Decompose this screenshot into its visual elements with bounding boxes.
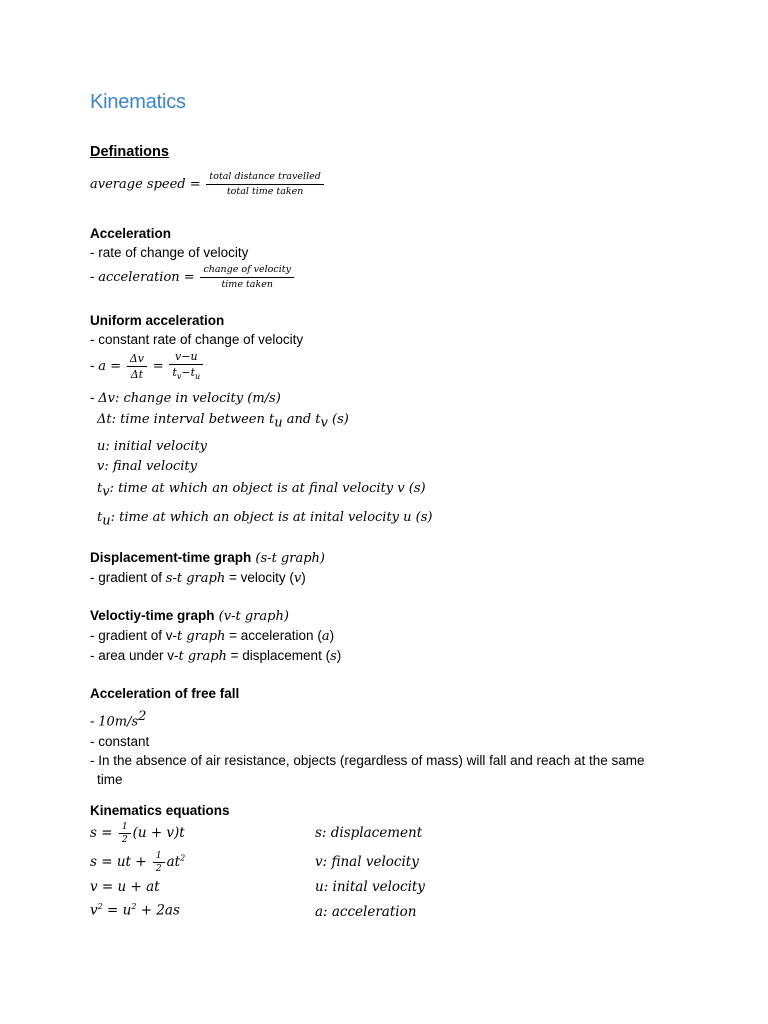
variable-u: u: inital velocity: [315, 879, 425, 895]
v-definition: v: final velocity: [97, 458, 197, 474]
equation-4: $v^2 = u^2 + 2as$: [90, 902, 180, 919]
acceleration-section: [90, 224, 296, 291]
variable-a: a: acceleration: [315, 904, 417, 920]
uniform-acceleration-section: [90, 311, 432, 530]
equation-1: s = $\frac{1}{2}$ (u + v)t: [90, 822, 185, 845]
delta-v-definition: - Δv: change in velocity (m/s): [90, 390, 281, 407]
displacement-gradient-line: - gradient of s-t graph = velocity (v): [90, 570, 306, 586]
velocity-area-line: - area under v-t graph = displacement (s): [90, 648, 342, 664]
free-fall-note-cont: time: [97, 771, 123, 787]
average-speed-formula: average speed = $\frac{\text{total distance travelled}}{\text{total time taken}}$: [90, 171, 326, 198]
free-fall-note: - In the absence of air resistance, objects (regardless of mass) will fall and reach at the same: [90, 752, 645, 768]
delta-t-definition: Δt: time interval between $t_u$ and $t_v$ (s): [97, 412, 349, 431]
velocity-graph-heading: Veloctiy-time graph (v-t graph): [90, 608, 289, 624]
equation-3: v = u + at: [90, 879, 160, 895]
page-title: Kinematics: [90, 91, 186, 113]
variable-s: s: displacement: [315, 825, 423, 841]
average-speed-fraction: $\frac{\text{total distance travelled}}{\text{total time taken}}$: [206, 171, 323, 198]
free-fall-heading: Acceleration of free fall: [90, 686, 240, 701]
acceleration-formula: - acceleration = $\frac{\text{change of velocity}}{\text{time taken}}$: [90, 264, 296, 291]
displacement-graph-heading: Displacement-time graph (s-t graph): [90, 550, 325, 566]
velocity-gradient-line: - gradient of v-t graph = acceleration (a): [90, 628, 335, 644]
velocity-time-fraction: $\frac{v-u}{t_v-t_u}$: [169, 350, 203, 383]
tv-definition: $t_v$: time at which an object is at final velocity v (s): [97, 480, 426, 500]
delta-fraction: $\frac{\Delta v}{\Delta t}$: [127, 352, 147, 381]
free-fall-constant: - constant: [90, 733, 150, 749]
variable-v: v: final velocity: [315, 854, 419, 870]
equations-section: [90, 801, 230, 820]
half-fraction: $\frac{1}{2}$: [153, 851, 165, 874]
acceleration-def: - rate of change of velocity: [90, 245, 249, 260]
definitions-heading: Definations: [90, 144, 169, 160]
equation-2: s = ut + $\frac{1}{2}$ $at^2$: [90, 851, 186, 874]
u-definition: u: initial velocity: [97, 438, 208, 454]
uniform-acceleration-def: - constant rate of change of velocity: [90, 332, 304, 347]
free-fall-value: - $10m/s^2$: [90, 709, 147, 730]
uniform-acceleration-formula: - a = $\frac{\Delta v}{\Delta t}$ = $\frac{v-u}{t_v-t_u}$: [90, 350, 432, 383]
velocity-graph-section: [90, 606, 341, 666]
tu-definition: $t_u$: time at which an object is at inital velocity u (s): [97, 509, 433, 529]
equations-heading: Kinematics equations: [90, 803, 230, 818]
displacement-graph-section: [90, 548, 325, 588]
uniform-acceleration-heading: Uniform acceleration: [90, 313, 225, 328]
acceleration-fraction: $\frac{\text{change of velocity}}{\text{time taken}}$: [200, 264, 294, 291]
acceleration-heading: Acceleration: [90, 226, 172, 241]
half-fraction: $\frac{1}{2}$: [119, 822, 131, 845]
free-fall-section: [90, 684, 645, 789]
